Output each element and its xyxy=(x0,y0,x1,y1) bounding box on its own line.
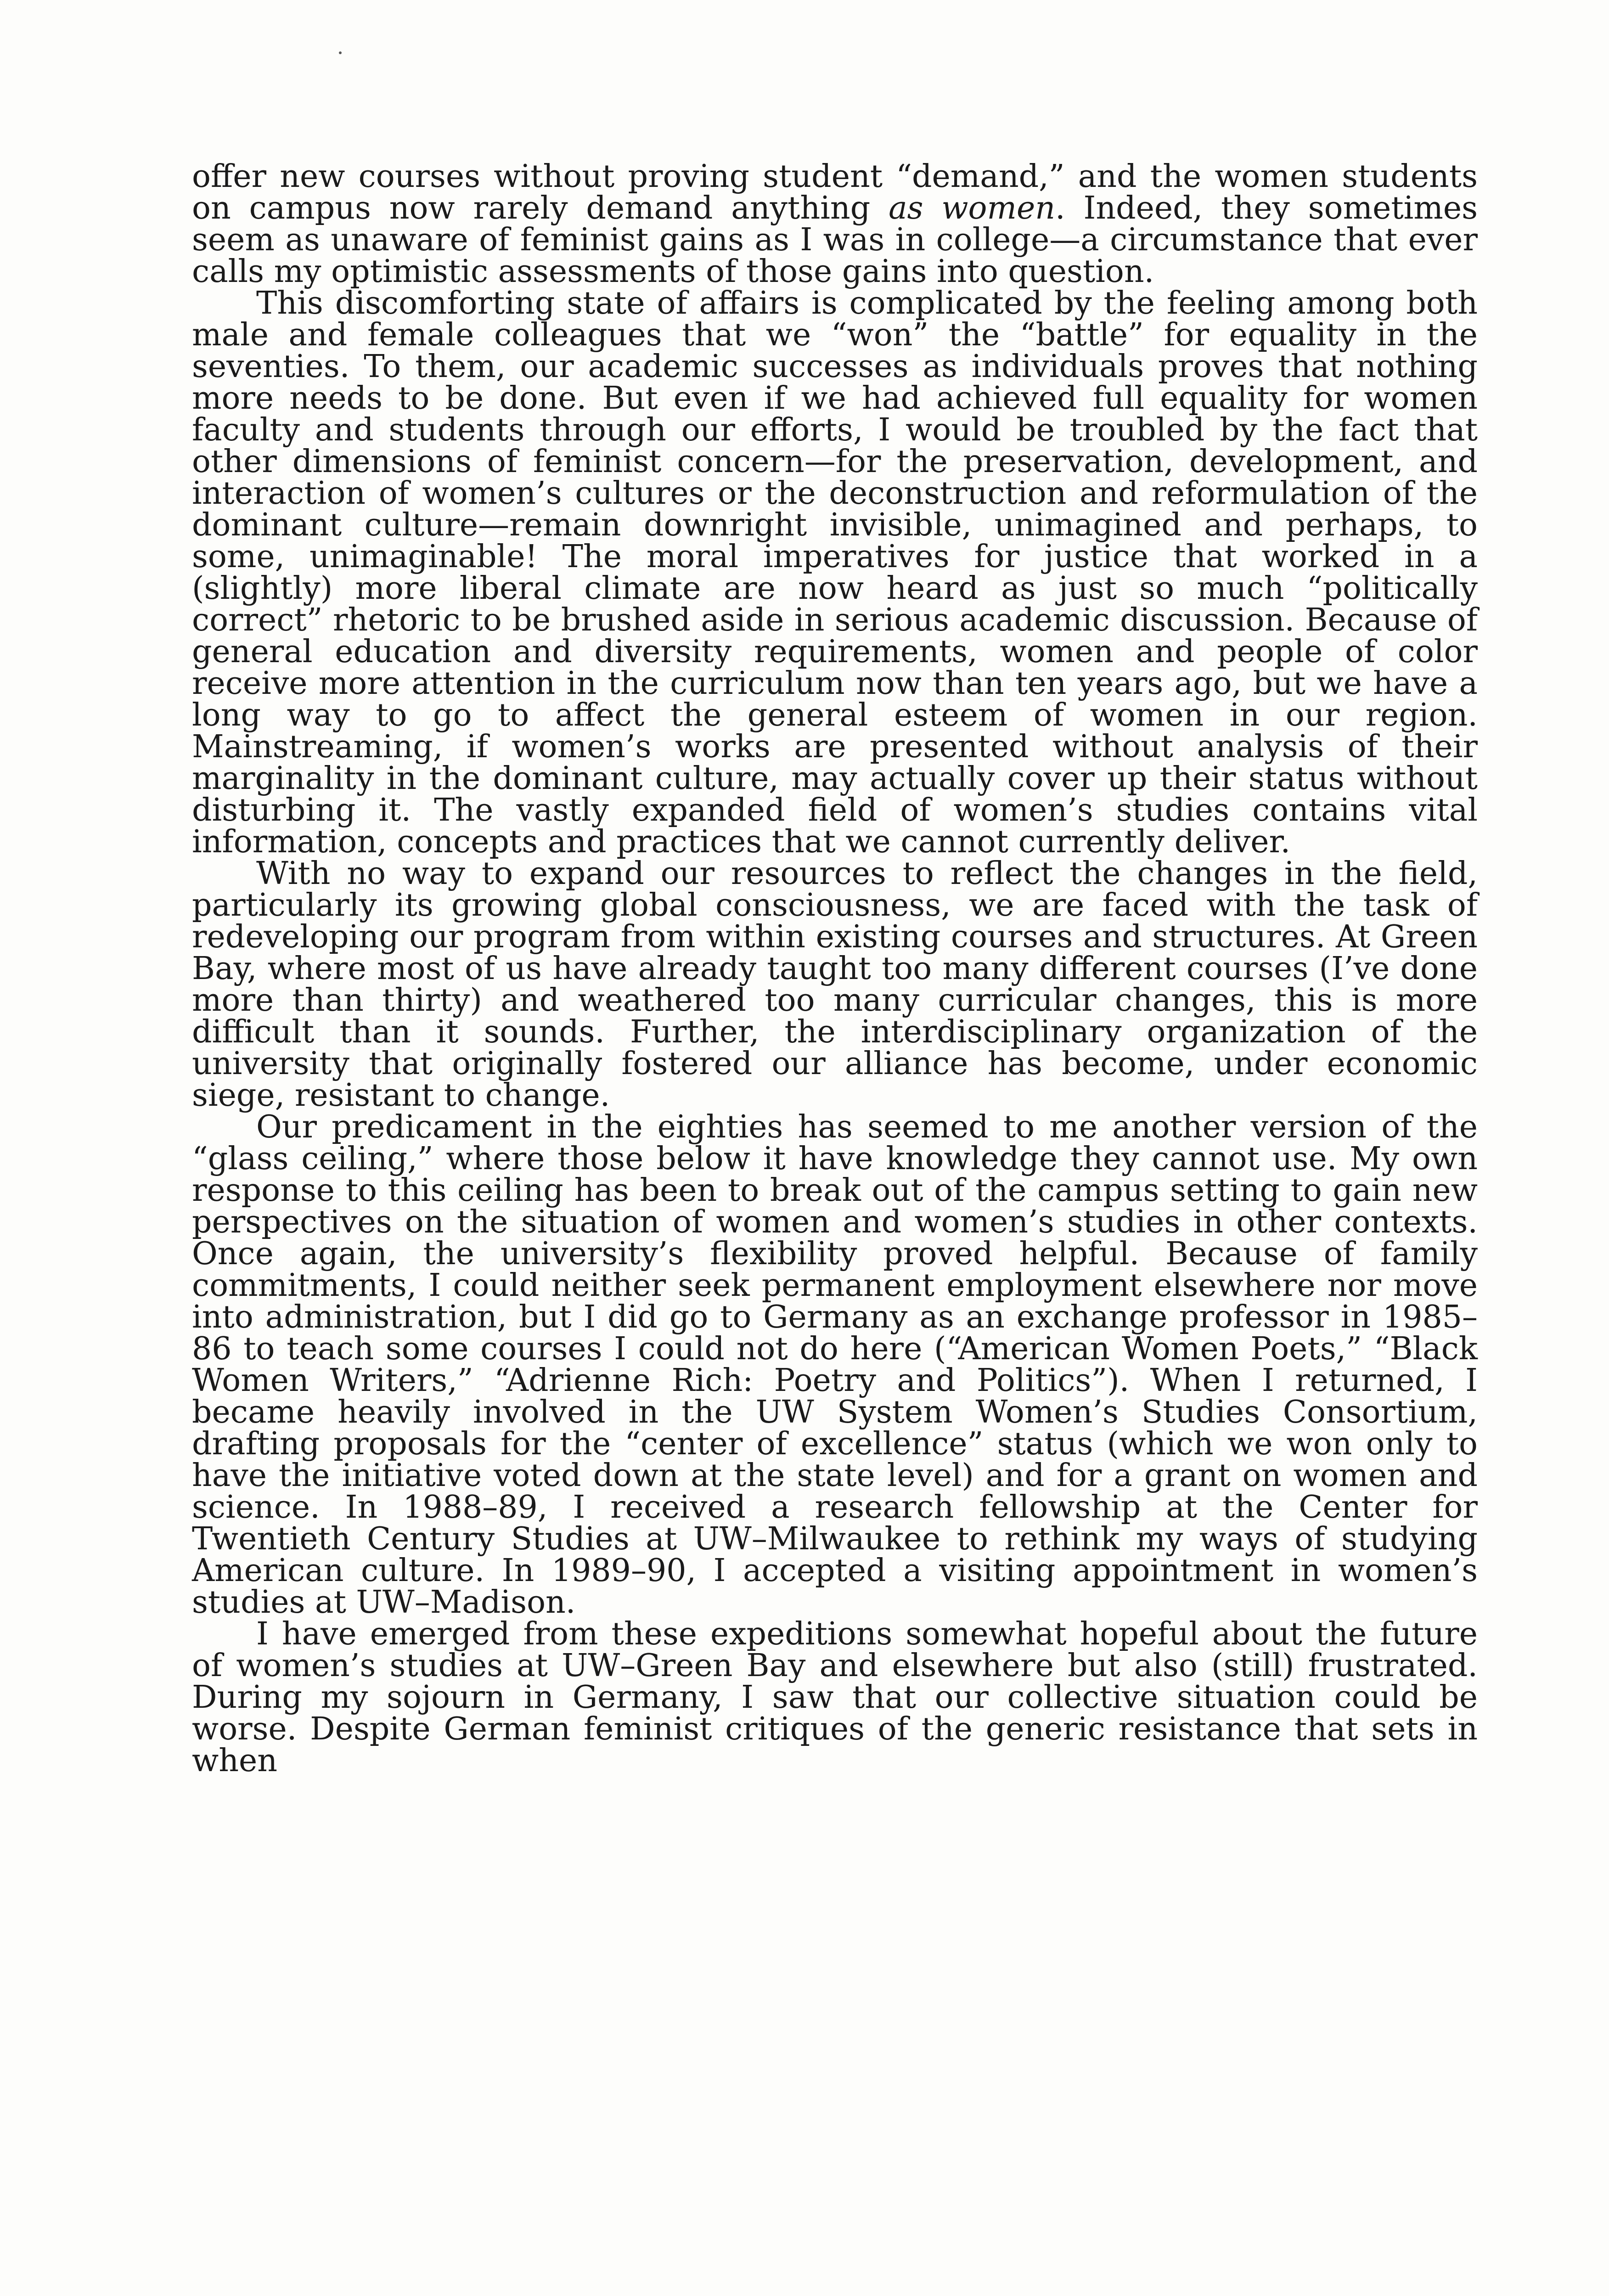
scan-speck xyxy=(339,51,342,54)
paragraph-1-lead: offer new courses without proving student “demand,” and the women students on campus now rarely demand anything xyxy=(192,158,1478,226)
paragraph-2: This discomforting state of affairs is complicated by the feeling among both male and female colleagues that we “won” the “battle” for equality in the seventies. To them, our academic successes as individuals proves that nothing more needs to be done. But even if we had achieved full equality for women faculty and students through our efforts, I would be troubled by the fact that other dimensions of feminist concern—for the preservation, development, and interaction of women’s cultures or the deconstruction and reformulation of the dominant culture—remain downright invisible, unimagined and perhaps, to some, unimaginable! The moral imperatives for justice that worked in a (slightly) more liberal climate are now heard as just so much “politically correct” rhetoric to be brushed aside in serious academic discussion. Because of general education and diversity requirements, women and people of color receive more attention in the curriculum now than ten years ago, but we have a long way to go to affect the general esteem of women in our region. Mainstreaming, if women’s works are presented without analysis of their marginality in the dominant culture, may actually cover up their status without disturbing it. The vastly expanded field of women’s studies contains vital information, concepts and practices that we cannot currently deliver. xyxy=(192,285,1478,860)
paragraph-1-italic: as women xyxy=(889,190,1056,226)
paragraph-5: I have emerged from these expeditions somewhat hopeful about the future of women’s studies at UW–Green Bay and elsewhere but also (still) frustrated. During my sojourn in Germany, I saw that our collective situation could be worse. Despite German feminist critiques of the generic resistance that sets in when xyxy=(192,1616,1478,1779)
body-text xyxy=(192,158,1478,1779)
paragraph-1 xyxy=(192,158,1478,290)
paragraph-1-tail: . Indeed, they sometimes seem as unaware of feminist gains as I was in college—a circumstance that ever calls my optimistic assessments of those gains into question. xyxy=(192,190,1478,290)
paragraph-4: Our predicament in the eighties has seemed to me another version of the “glass ceiling,” where those below it have knowledge they cannot use. My own response to this ceiling has been to break out of the campus setting to gain new perspectives on the situation of women and women’s studies in other contexts. Once again, the university’s flexibility proved helpful. Because of family commitments, I could neither seek permanent employment elsewhere nor move into administration, but I did go to Germany as an exchange professor in 1985–86 to teach some courses I could not do here (“American Women Poets,” “Black Women Writers,” “Adrienne Rich: Poetry and Politics”). When I returned, I became heavily involved in the UW System Women’s Studies Consortium, drafting proposals for the “center of excellence” status (which we won only to have the initiative voted down at the state level) and for a grant on women and science. In 1988–89, I received a research fellowship at the Center for Twentieth Century Studies at UW–Milwaukee to rethink my ways of studying American culture. In 1989–90, I accepted a visiting appointment in women’s studies at UW–Madison. xyxy=(192,1109,1478,1621)
paragraph-3: With no way to expand our resources to reflect the changes in the field, particularly its growing global consciousness, we are faced with the task of redeveloping our program from within existing courses and structures. At Green Bay, where most of us have already taught too many different courses (I’ve done more than thirty) and weathered too many curricular changes, this is more difficult than it sounds. Further, the interdisciplinary organization of the university that originally fostered our alliance has become, under economic siege, resistant to change. xyxy=(192,855,1478,1114)
